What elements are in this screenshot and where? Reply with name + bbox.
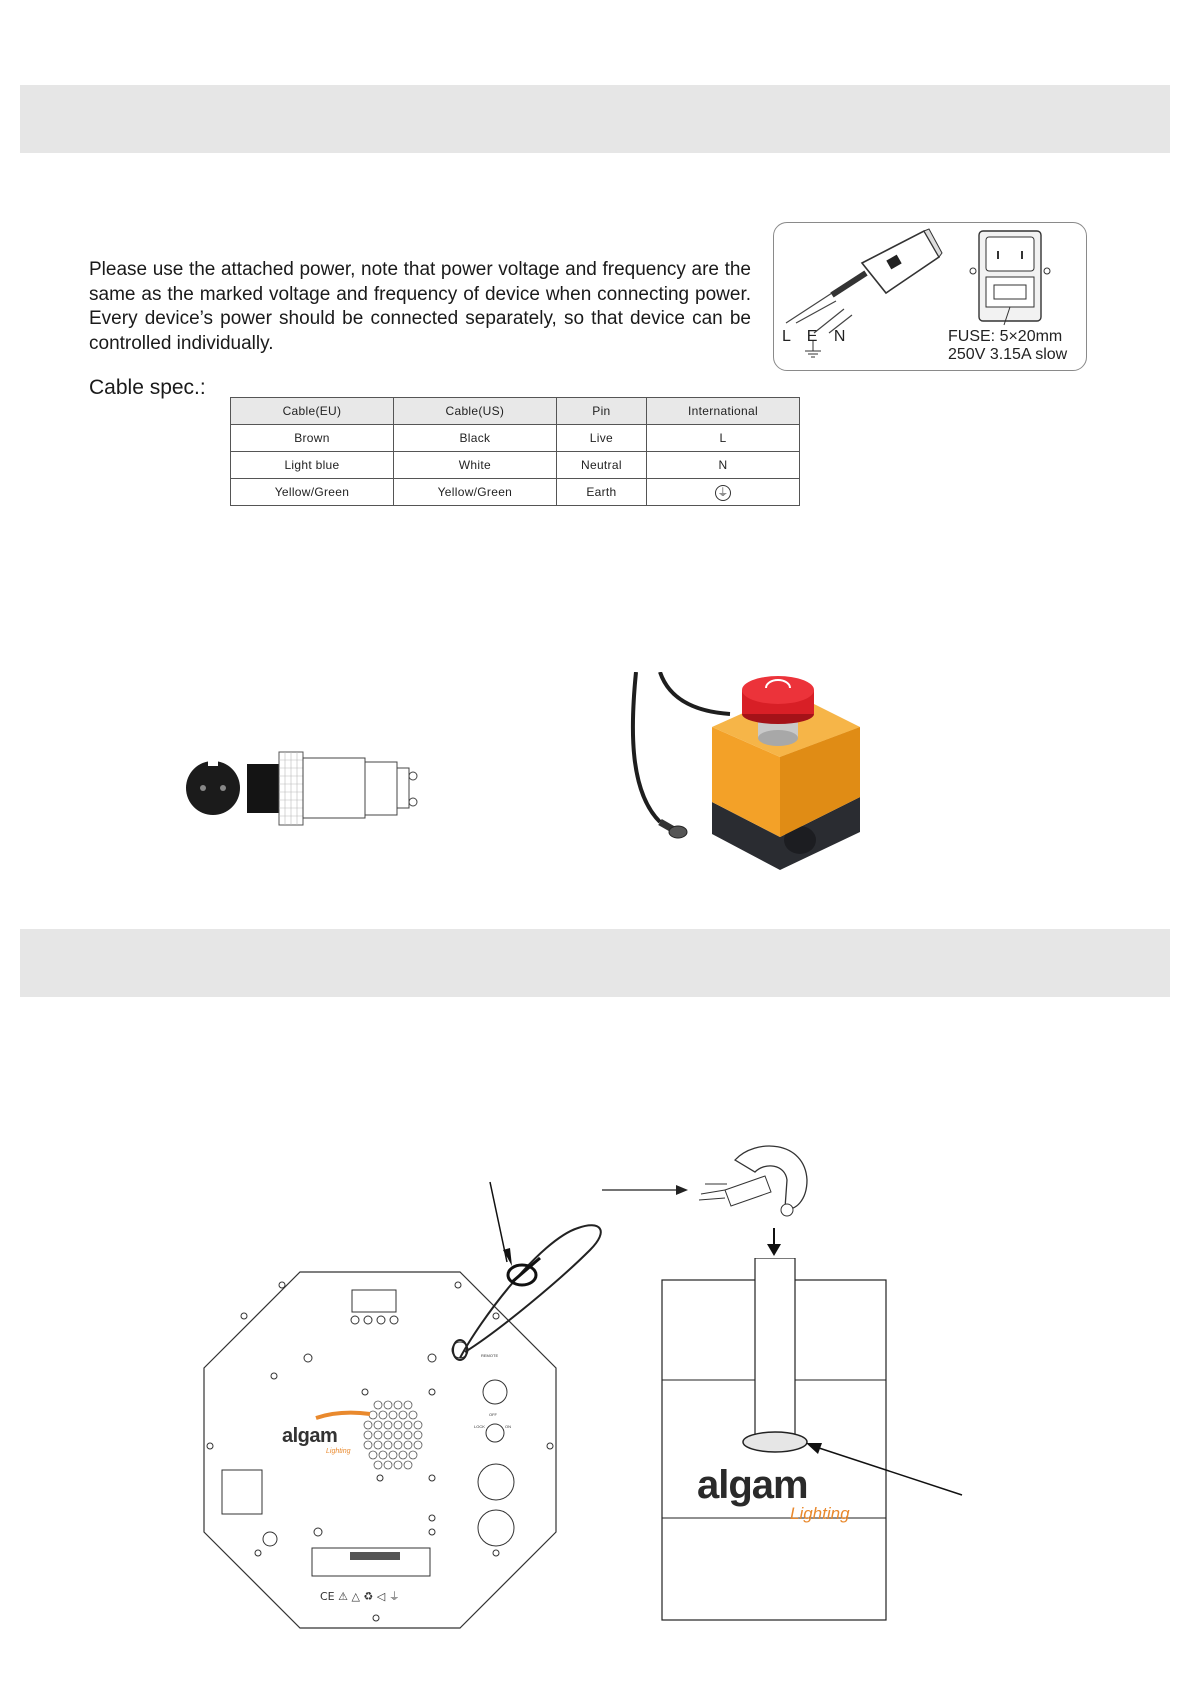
table-header-cell: Cable(EU) xyxy=(231,398,394,425)
mounting-clamp-illustration xyxy=(695,1140,815,1230)
mount-down-arrow xyxy=(764,1228,784,1258)
table-cell: N xyxy=(646,452,799,479)
fuse-spec xyxy=(948,328,1067,364)
table-header-row xyxy=(231,398,800,425)
unit-logo-brand: algam xyxy=(697,1463,808,1507)
table-row xyxy=(231,425,800,452)
fuse-spec-line1: FUSE: 5×20mm xyxy=(948,328,1063,345)
table-cell: Yellow/Green xyxy=(231,479,394,506)
table-row xyxy=(231,479,800,506)
power-plug-diagram xyxy=(773,222,1087,371)
safety-cable-illustration xyxy=(440,1180,620,1370)
table-cell xyxy=(646,479,799,506)
cable-spec-label: Cable spec.: xyxy=(89,376,206,399)
table-cell: Black xyxy=(393,425,556,452)
clamp-pointer-arrow xyxy=(600,1180,690,1200)
unit-logo-sub: Lighting xyxy=(790,1504,850,1523)
mount-hole-pointer-arrow xyxy=(800,1440,970,1500)
panel-logo-sub: Lighting xyxy=(326,1448,351,1455)
table-cell: Light blue xyxy=(231,452,394,479)
remote-label: REMOTE xyxy=(481,1353,499,1358)
lock-label: LOCK xyxy=(474,1424,485,1429)
section-header-band-power xyxy=(20,85,1170,153)
power-instructions-paragraph: Please use the attached power, note that power voltage and frequency are the same as the marked voltage and frequency of device when connecting power. Every device’s power should be connected separately, so that device can be controlled individually. xyxy=(89,259,751,354)
table-cell: Live xyxy=(556,425,646,452)
off-label: OFF xyxy=(489,1412,497,1417)
table-cell: Yellow/Green xyxy=(393,479,556,506)
table-cell: White xyxy=(393,452,556,479)
table-cell: Brown xyxy=(231,425,394,452)
table-header-cell: International xyxy=(646,398,799,425)
table-row xyxy=(231,452,800,479)
panel-logo-brand: algam xyxy=(282,1425,338,1447)
emergency-stop-button-illustration xyxy=(630,672,870,877)
earth-symbol-icon: ⏚ xyxy=(715,485,731,501)
cable-spec-table xyxy=(230,397,800,506)
xlr-connector-illustration xyxy=(183,740,443,830)
table-cell: Earth xyxy=(556,479,646,506)
table-header-cell: Cable(US) xyxy=(393,398,556,425)
table-header-cell: Pin xyxy=(556,398,646,425)
plug-pin-labels: L E N xyxy=(782,328,852,345)
svg-text:CE ⚠ △ ♻ ◁ ⏚: CE ⚠ △ ♻ ◁ ⏚ xyxy=(320,1590,400,1603)
fuse-spec-line2: 250V 3.15A slow xyxy=(948,346,1068,363)
section-header-band-installation xyxy=(20,929,1170,997)
on-label: ON xyxy=(505,1424,511,1429)
table-cell: Neutral xyxy=(556,452,646,479)
table-cell: L xyxy=(646,425,799,452)
